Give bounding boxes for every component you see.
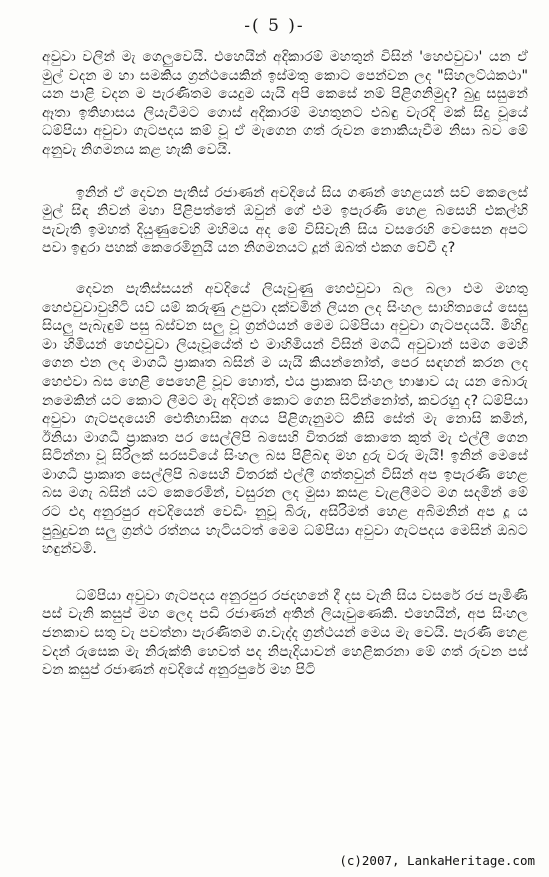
paragraph-4: ධම්පියා අවුවා ගැටපදය අනුරපුර රජදහනේ දී දස වැනි සිය වසරේ රජ පැමිණි පස් වැනි කසුප් මහ ලෙද පඩි රජාණන් අතින් ලියැවුණෙකි. එහෙයින්, අප සිංහල ජනකාව සතු වැ පවත්නා පැරණිතම ග.වැද්ද ග්‍රන්ථයන් මෙය මැ වෙයි. පැරණි හෙළ වදන් රුසෙක මැ නිරුක්ති හෙවත් පද නිපැදියාවන් හෙළිකරනා මේ ගත් රුවන පස් වන කසුප් රජාණන් අවදියේ අනුරපුරේ මහ පිටි bbox=[42, 587, 528, 679]
body-text bbox=[42, 48, 528, 680]
paragraph-3: දෙවන පැතිස්සයන් අවදියේ ලියැවුණු හෙළුවුවා බල බලා එම මහතු හෙළුවුවාවුහිටි යව් යම් කරුණු උපුටා දක්වමින් ලියන ලද සිංහල සාහිත්‍යයේ සෙසු සියලු පැබැඳුම් පසු බස්වන සලු වූ ග්‍රන්ථයන් මෙම ධම්පියා අවුවා ගැටපදයයි. මිහිදු මා හිමියන් හෙළුවුවා ලියැවූයේත් එ මාහිමියන් විසින් මගධී අවුවාන් සමග මෙහි ගෙන එන ලද මාගධී ප්‍රාකෘත බසින් ම යැයි කියන්නෝත්, පෙර සඳහන් කරන ලද හෙළුවා බස හෙළි පෙහෙළි වූව හොත්, එය ප්‍රාකෘත සිංහල භාෂාව යැ යන බොරු නමෙකින් යට කොට ලීමට මැ අදිටන් කොට ගෙන සිටින්නෝත්, කවරහු ද? ධම්පියා අවුවා ගැටපදයෙහි ඓතිහාසික අගය පිළිගැනුමට කිසි සේත් මැ නොසි කමින්, ඊනියා මාගධී ප්‍රාකෘත පර සෙල්ලිපි බසෙහි විතරක් කොතෙ කුත් මැ එල්ලී ගෙන සිටින්නා වූ සිරිලක් සරසවියේ සිංහල බස පිළිබඳ මහ දුරු වරු මැයි! ඉනින් මෙසේ මාගධී ප්‍රාකෘත සෙල්ලිපි බසෙහි විතරක් එල්ලී ගත්තවුන් විසින් අප ඉපැරණි හෙළ බස මගැ බසින් යට කෙරෙමින්, වසුරන ලද මුසා කසළ වැළලීමට මග සදමින් මේ රට එදා අනුරපුර අවදියෙන් වෙඩිං නුවූ බිරු, අසිරිමත් හෙළ අබිමනින් අප දූ ය පුබුදුවන සලු ග්‍රන්ථ රත්නය හැටියටත් මෙම ධම්පියා අවුවා ගැටපදය මෙසින් ඔබට හඳුන්වමි. bbox=[42, 280, 528, 558]
copyright-notice: (c)2007, LankaHeritage.com bbox=[339, 853, 535, 868]
page-number: -( 5 )- bbox=[244, 16, 305, 36]
paragraph-2: ඉනින් ඒ දෙවන පැතිස් රජාණන් අවදියේ සිය ගණන් හෙළයන් සව් කෙලෙස් මුල් සිඳ නිවන් මහා පිළිපත්තේ ඔවුන් ගේ එම ඉපැරණි හෙළ බසෙහි එකල්හි පැවැති ඉමහත් දියුණුවෙහි මහිමය අද මේ විසිවැනි සිය වසරෙහි වෙසෙන අපට පවා ඉඳුරා පහක් කෙරෙමිනුයි යන නිගමනයට දූන් ඔබත් එකග වේවී ද? bbox=[42, 184, 528, 257]
paragraph-1: අවුවා වලින් මැ ගෙලුවෙයි. එහෙයින් අදිකාරම් මහතුන් විසින් 'හෙළුවුවා' යන ඒ මුල් වදන ම හා සමකිය ග්‍රන්ථයෙකින් ඉස්මතු කොට පෙන්වන ලද "සිහලට්ඨකථා" යන පාළි වදන ම පැරණිතම යෙදුම යැයි අපි කෙසේ නම් පිළිගනිමුද? බුදු සසුනේ ඈතා ඉතිහාසය ලියැවීමට ගොස් අදිකාරම් මහතුනට එබඳු වැරදි මක් සිදු වූයේ ධම්පියා අවුවා ගැටපදය කම් වූ ඒ මැගෙන ගත් රුවන නොකියැවීම නිසා බව මේ අනුවැ නිගමනය කළ හැකි වෙයි. bbox=[42, 49, 528, 158]
